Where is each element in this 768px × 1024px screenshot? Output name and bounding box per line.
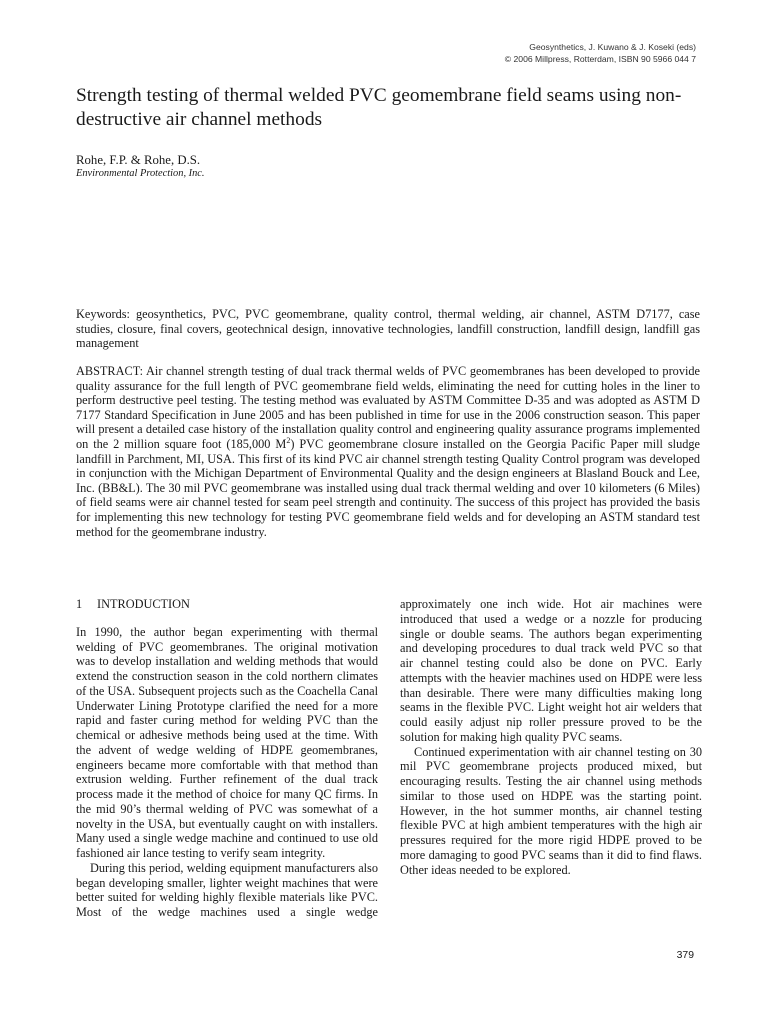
intro-paragraph-1: In 1990, the author began experimenting with thermal welding of PVC geomembranes. The original motivation was to develop installation and welding methods that would extend the construction season in the cold northern climates of the USA. Subsequent projects such as the Coachella Canal Underwater Lining Prototype clarified the need for a more rapid and faster curing method for welding PVC than the chemical or adhesive methods being used at the time. With the advent of wedge welding of HDPE geomembranes, engineers became more comfortable with that method than extrusion welding. Further refinement of the dual track process made it the method of choice for many QC firms. In the mid 90’s thermal welding of PVC was somewhat of a novelty in the USA, but eventually caught on with installers. Many used a single wedge machine and continued to use old fashioned air lance testing to verify seam integrity. bbox=[76, 624, 378, 860]
page-number: 379 bbox=[676, 950, 694, 961]
intro-paragraph-2: During this period, welding equipment manufacturers also began developing smaller, lighter weight machines that were better suited for welding highly flexible materials like PVC. Most of the wedge machines used a single wedge bbox=[76, 860, 378, 919]
section-title: INTRODUCTION bbox=[97, 597, 190, 611]
intro-paragraph-3: Continued experimentation with air channel testing on 30 mil PVC geomembrane projects produced mixed, but encouraging results. Testing the air channel using methods similar to those used on HDPE was the starting point. However, in the hot summer months, air channel testing flexible PVC at high ambient temperatures with the high air pressures required for the more rigid HDPE proved to be more damaging to good PVC seams than it did to find flaws. Other ideas needed to be explored. bbox=[400, 744, 702, 877]
paper-affiliation: Environmental Protection, Inc. bbox=[76, 168, 205, 179]
right-column bbox=[400, 597, 702, 877]
publication-line: Geosynthetics, J. Kuwano & J. Koseki (eds) bbox=[529, 42, 696, 52]
paper-title: Strength testing of thermal welded PVC geomembrane field seams using non-destructive air channel methods bbox=[76, 85, 682, 130]
abstract-text-part1: ABSTRACT: Air channel strength testing of dual track thermal welds of PVC geomembranes has been developed to provide quality assurance for the full length of PVC geomembrane field welds, eliminating the need for cutting holes in the liner to perform destructive peel testing. The testing method was evaluated by ASTM Committee D-35 and was adopted as ASTM D 7177 Standard Specification in June 2005 and has been published in time for use in the 2006 construction season. This paper will present a detailed case history of the installation quality control and engineering quality assurance programs implemented on the 2 million square foot (185,000 M bbox=[76, 364, 700, 451]
left-column bbox=[76, 597, 378, 920]
publication-info bbox=[505, 42, 696, 65]
keywords: Keywords: geosynthetics, PVC, PVC geomembrane, quality control, thermal welding, air channel, ASTM D7177, case studies, closure, final covers, geotechnical design, innovative technologies, landfill construction, landfill design, landfill gas management bbox=[76, 307, 700, 351]
abstract-text-part2: ) PVC geomembrane closure installed on the Georgia Pacific Paper mill sludge landfill in Parchment, MI, USA. This first of its kind PVC air channel strength testing Quality Control program was developed in conjunction with the Michigan Department of Environmental Quality and the design engineers at Blasland Bouck and Lee, Inc. (BB&L). The 30 mil PVC geomembrane was installed using dual track thermal welding and over 10 kilometers (6 Miles) of field seams were air channel tested for seam peel strength and continuity. The success of this project has provided the basis for implementing this new technology for testing PVC geomembrane field welds and for developing an ASTM standard test method for the geomembrane industry. bbox=[76, 436, 700, 539]
section-number: 1 bbox=[76, 597, 83, 611]
paper-authors: Rohe, F.P. & Rohe, D.S. bbox=[76, 153, 201, 167]
intro-paragraph-2-continued: approximately one inch wide. Hot air machines were introduced that used a wedge or a nozzle for producing single or double seams. The authors began experimenting and developing procedures to dual track weld PVC so that air channel testing could also be done on PVC. Early attempts with the heavier machines used on HDPE were less than desirable. There were many difficulties making long seams in the flexible PVC. Light weight hot air welders that could easily adjust nip roller pressure proved to be the solution for making high quality PVC seams. bbox=[400, 597, 702, 744]
abstract-superscript: 2 bbox=[286, 435, 291, 445]
section-heading bbox=[76, 597, 378, 612]
copyright-line: © 2006 Millpress, Rotterdam, ISBN 90 5966 044 7 bbox=[504, 53, 696, 64]
abstract bbox=[76, 364, 700, 539]
